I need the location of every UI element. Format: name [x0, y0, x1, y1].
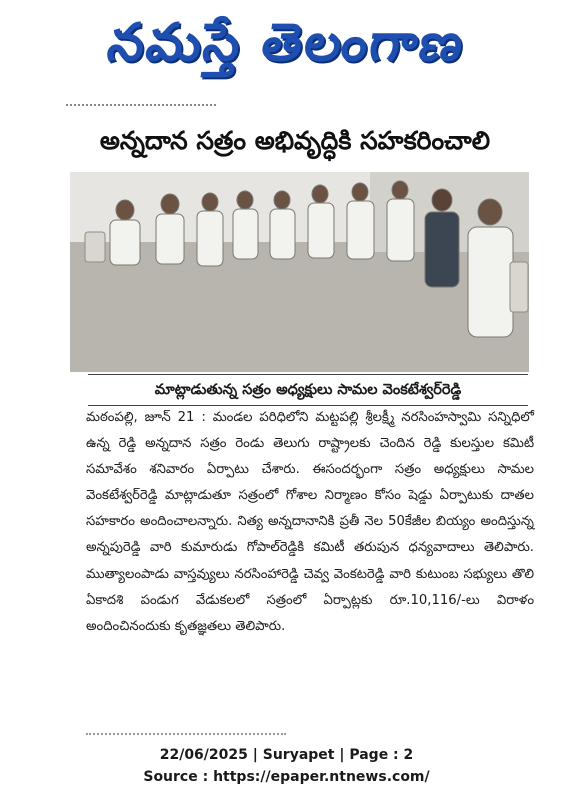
source-footer: [0, 744, 573, 788]
article-headline: అన్నదాన సత్రం అభివృద్ధికి సహకరించాలి: [99, 126, 491, 155]
clipping-edge: [66, 96, 216, 106]
article-photo: [70, 172, 529, 372]
article-body: [86, 405, 534, 715]
article-paragraph: మఠంపల్లి, జూన్ 21 : మండల పరిధిలోని మట్టపల్లి శ్రీలక్ష్మీ నరసింహస్వామి సన్నిధిలో ఉన్న రెడ్డి అన్నదాన సత్రం రెండు తెలుగు రాష్ట్రాలకు చెందిన రెడ్డి కులస్తుల కమిటీ సమావేశం శనివారం ఏర్పాటు చేశారు. ఈసందర్భంగా సత్రం అధ్యక్షులు సామల వెంకటేశ్వర్‌రెడ్డి మాట్లాడుతూ సత్రంలో గోశాల నిర్మాణం కోసం షెడ్డు ఏర్పాటుకు దాతల సహకారం అందించాలన్నారు. నిత్య అన్నదానానికి ప్రతీ నెల 50కేజీల బియ్యం అందిస్తున్న అన్నపురెడ్డి వారి కుమారుడు గోపాల్‌రెడ్డికి కమిటీ తరుపున ధన్యవాదాలు తెలిపారు. ముత్యాలంపాడు వాస్తవ్యులు నరసింహారెడ్డి చెవ్వ వెంకటరెడ్డి వారి కుటుంబ సభ్యులు తొలి ఏకాదశి పండుగ వేడుకలలో సత్రంలో ఏర్పాట్లకు రూ.10,116/-లు విరాళం అందించినందుకు కృతజ్ఞతలు తెలిపారు.: [86, 410, 534, 634]
clipping-edge-bottom: [86, 727, 286, 735]
meeting-photo-illustration: [70, 172, 529, 372]
footer-date-edition: 22/06/2025 | Suryapet | Page : 2: [159, 747, 414, 763]
photo-caption: మాట్లాడుతున్న సత్రం అధ్యక్షులు సామల వెంకటేశ్వర్‌రెడ్డి: [88, 374, 528, 406]
footer-source-link[interactable]: Source : https://epaper.ntnews.com/: [143, 769, 430, 785]
masthead-logo: నమస్తే తెలంగాణ: [103, 13, 470, 73]
newspaper-masthead: [0, 8, 573, 78]
